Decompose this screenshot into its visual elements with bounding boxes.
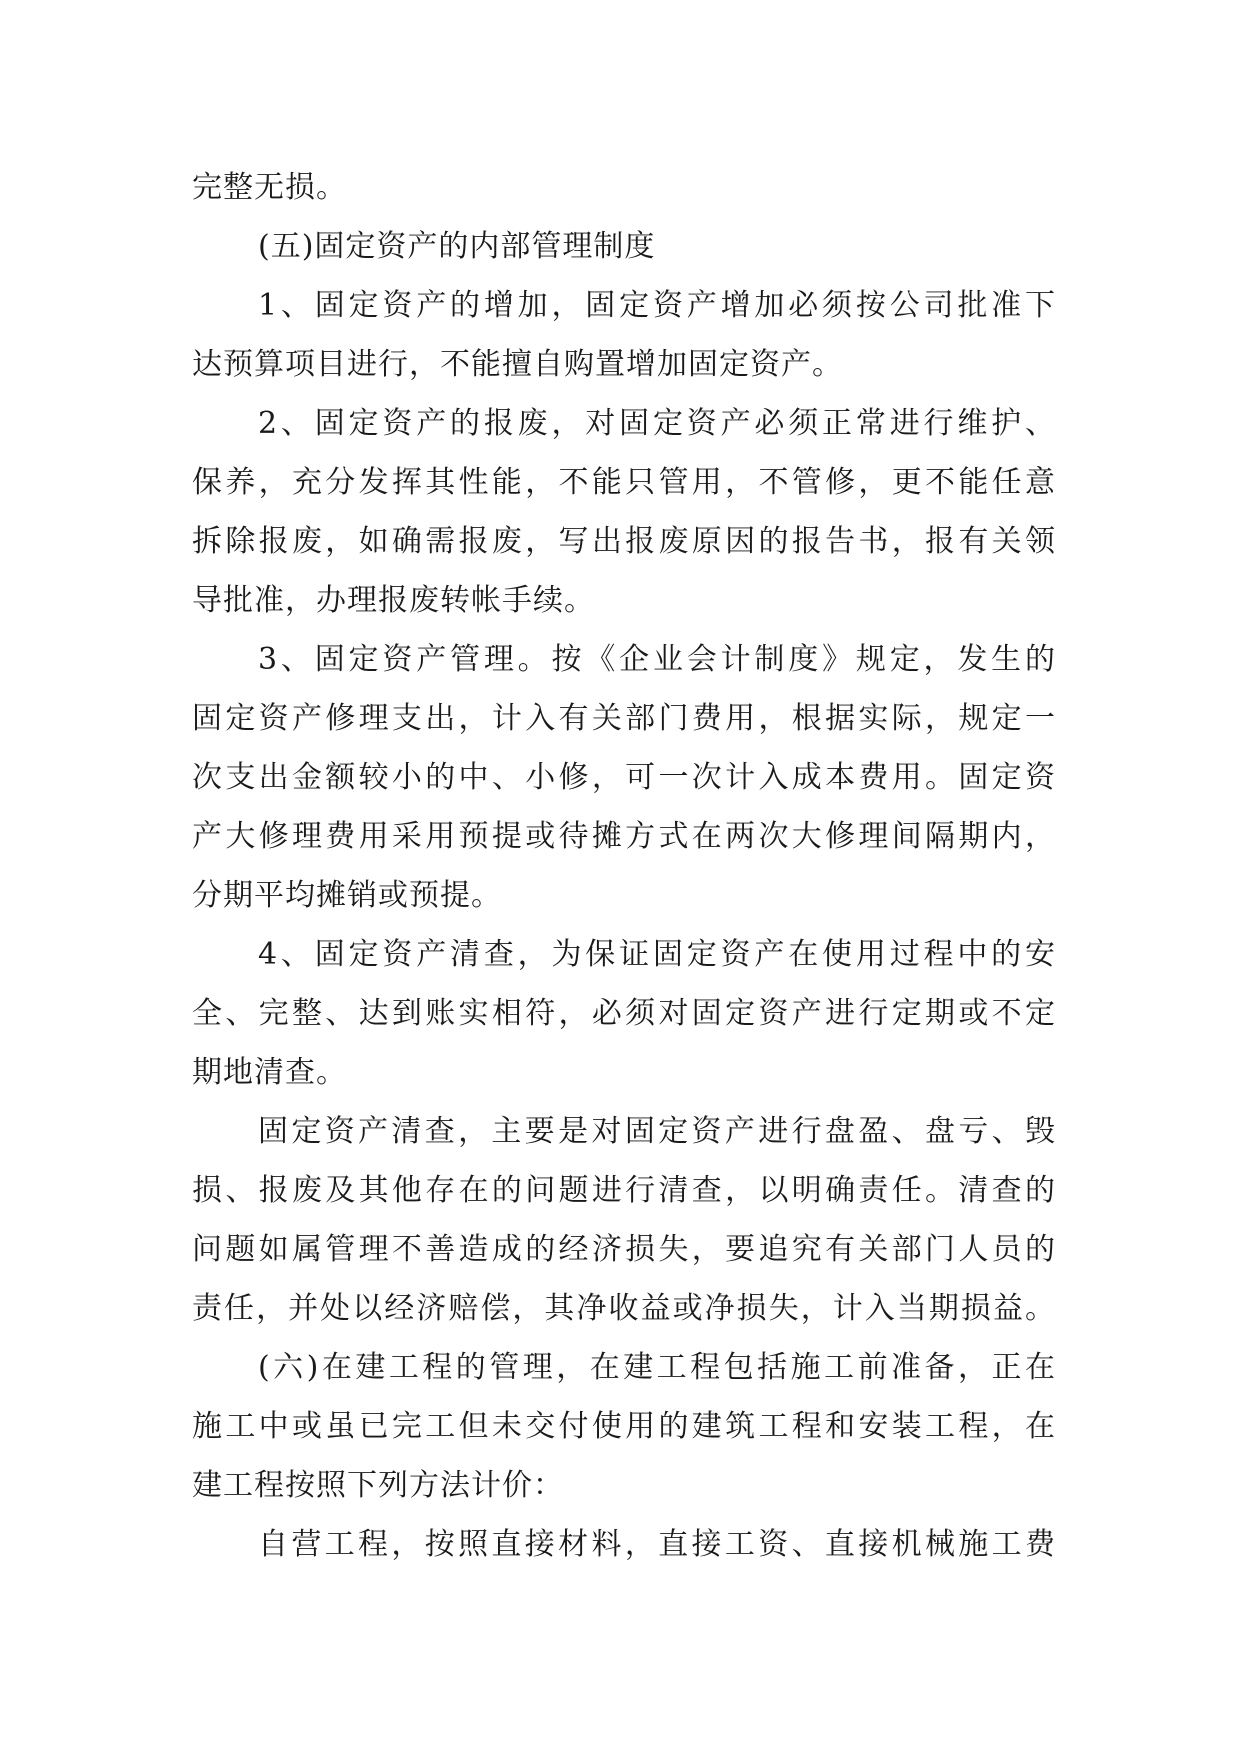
text-line: 保养，充分发挥其性能，不能只管用，不管修，更不能任意 [192,465,1056,500]
text-line: 问题如属管理不善造成的经济损失，要追究有关部门人员的 [192,1232,1056,1267]
text-line: (五)固定资产的内部管理制度 [258,229,656,264]
text-line: 期地清查。 [192,1055,347,1090]
text-line: 4、固定资产清查，为保证固定资产在使用过程中的安 [258,937,1056,972]
text-line: 完整无损。 [192,170,347,205]
text-line: 分期平均摊销或预提。 [192,878,502,913]
text-line: 拆除报废，如确需报废，写出报废原因的报告书，报有关领 [192,524,1056,559]
text-line: 1、固定资产的增加，固定资产增加必须按公司批准下 [258,288,1056,323]
text-line: 固定资产修理支出，计入有关部门费用，根据实际，规定一 [192,701,1056,736]
document-body [192,158,1056,1574]
text-line: 自营工程，按照直接材料，直接工资、直接机械施工费 [258,1527,1056,1562]
text-line: 损、报废及其他存在的问题进行清查，以明确责任。清查的 [192,1173,1056,1208]
text-line: 责任，并处以经济赔偿，其净收益或净损失，计入当期损益。 [192,1291,1056,1326]
text-line: 产大修理费用采用预提或待摊方式在两次大修理间隔期内， [192,819,1056,854]
text-line: 建工程按照下列方法计价： [192,1468,564,1503]
text-line: 固定资产清查，主要是对固定资产进行盘盈、盘亏、毁 [258,1114,1056,1149]
text-line: 3、固定资产管理。按《企业会计制度》规定，发生的 [258,642,1056,677]
text-line: 达预算项目进行，不能擅自购置增加固定资产。 [192,347,843,382]
text-line: (六)在建工程的管理，在建工程包括施工前准备，正在 [258,1350,1056,1385]
text-line: 全、完整、达到账实相符，必须对固定资产进行定期或不定 [192,996,1056,1031]
text-line: 次支出金额较小的中、小修，可一次计入成本费用。固定资 [192,760,1056,795]
text-line: 施工中或虽已完工但未交付使用的建筑工程和安装工程，在 [192,1409,1056,1444]
text-line: 2、固定资产的报废，对固定资产必须正常进行维护、 [258,406,1056,441]
text-line: 导批准，办理报废转帐手续。 [192,583,595,618]
